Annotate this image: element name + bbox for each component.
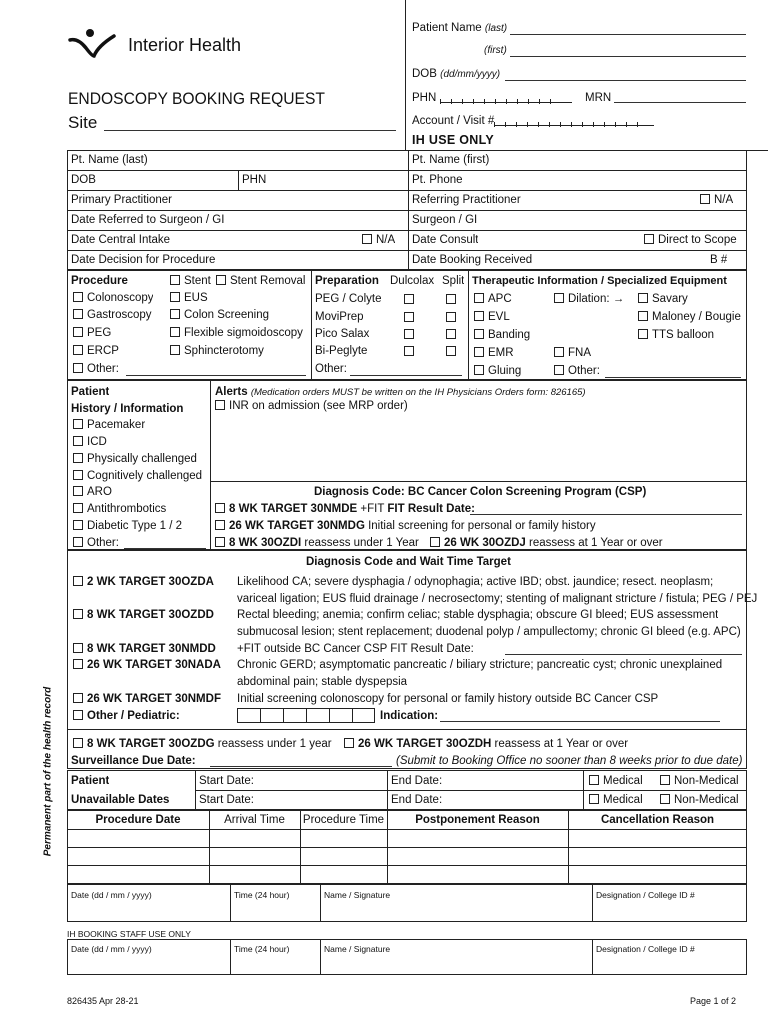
therapeutic-other-field[interactable] (605, 377, 741, 378)
csp-30ozdi-checkbox[interactable]: 8 WK 30OZDI reassess under 1 Year (215, 536, 419, 550)
csp-30ozdj-checkbox[interactable]: 26 WK 30OZDJ reassess at 1 Year or over (430, 536, 663, 550)
alerts-heading: Alerts (Medication orders MUST be written on the IH Physicians Orders form: 826165) (215, 386, 586, 398)
csp-title: Diagnosis Code: BC Cancer Colon Screening Program (CSP) (314, 486, 647, 498)
gastroscopy-checkbox[interactable]: Gastroscopy (73, 308, 152, 322)
staff-use-label: IH BOOKING STAFF USE ONLY (67, 929, 191, 939)
savary-checkbox[interactable]: Savary (638, 292, 688, 306)
procedure-other-field[interactable] (126, 375, 306, 376)
csp-30nmde-checkbox[interactable]: 8 WK TARGET 30NMDE +FIT FIT Result Date: (215, 502, 475, 516)
gluing-checkbox[interactable]: Gluing (474, 364, 521, 378)
sig2-time[interactable]: Time (24 hour) (234, 944, 290, 954)
preparation-title: Preparation (315, 275, 379, 287)
unavailable-title-2: Unavailable Dates (71, 794, 170, 806)
sig2-name[interactable]: Name / Signature (324, 944, 391, 954)
unavail-start-1[interactable]: Start Date: (199, 775, 254, 787)
unavail-nonmedical-1[interactable]: Non-Medical (660, 774, 739, 788)
history-other-field[interactable] (124, 548, 206, 549)
pt-name-first[interactable]: Pt. Name (first) (412, 154, 490, 166)
eus-checkbox[interactable]: EUS (170, 291, 208, 305)
prep-pico-salax: Pico Salax (315, 328, 370, 340)
unavailable-title-1: Patient (71, 775, 110, 787)
interior-health-logo-icon (68, 26, 118, 62)
dilation-checkbox[interactable]: Dilation: → (554, 292, 624, 306)
surveillance-label: Surveillance Due Date: (71, 755, 196, 767)
schedule-header-arrival-time: Arrival Time (224, 814, 285, 826)
phn-header-field[interactable] (440, 93, 572, 103)
central-intake-na-checkbox[interactable]: N/A (362, 233, 395, 247)
procedure-other-checkbox[interactable]: Other: (73, 362, 119, 376)
form-title: ENDOSCOPY BOOKING REQUEST (68, 89, 325, 108)
ercp-checkbox[interactable]: ERCP (73, 344, 119, 358)
wait-30nada-checkbox[interactable]: 26 WK TARGET 30NADA (73, 658, 221, 672)
sig1-date[interactable]: Date (dd / mm / yyyy) (71, 890, 152, 900)
reassess-30ozdh-checkbox[interactable]: 26 WK TARGET 30OZDH reassess at 1 Year or over (344, 737, 628, 751)
submit-note: (Submit to Booking Office no sooner than 8 weeks prior to due date) (396, 755, 743, 767)
reassess-30ozdg-checkbox[interactable]: 8 WK TARGET 30OZDG reassess under 1 year (73, 737, 332, 751)
prep-checkboxes[interactable] (404, 294, 464, 362)
schedule-header-postponement: Postponement Reason (415, 814, 540, 826)
unavail-end-1[interactable]: End Date: (391, 775, 443, 787)
patient-first-field[interactable] (510, 56, 746, 57)
wait-30ozdd-checkbox[interactable]: 8 WK TARGET 30OZDD (73, 608, 214, 622)
phn-header-label: PHN (412, 92, 437, 104)
peg-checkbox[interactable]: PEG (73, 326, 111, 340)
mrn-header-label: MRN (585, 92, 612, 104)
unavail-nonmedical-2[interactable]: Non-Medical (660, 793, 739, 807)
sig2-designation[interactable]: Designation / College ID # (596, 944, 695, 954)
sphincterotomy-checkbox[interactable]: Sphincterotomy (170, 344, 264, 358)
evl-checkbox[interactable]: EVL (474, 310, 510, 324)
pt-phone[interactable]: Pt. Phone (412, 174, 463, 186)
split-label: Split (442, 275, 465, 287)
direct-to-scope-checkbox[interactable]: Direct to Scope (644, 233, 737, 247)
patient-name-label: Patient Name (last) (412, 22, 508, 34)
surveillance-field[interactable] (210, 766, 392, 767)
procedure-title: Procedure (71, 275, 128, 287)
date-booking-received[interactable]: Date Booking Received (412, 254, 533, 266)
dob-header-field[interactable] (505, 80, 746, 81)
referring-practitioner[interactable]: Referring Practitioner (412, 194, 521, 206)
sig1-name[interactable]: Name / Signature (324, 890, 391, 900)
prep-moviprep: MoviPrep (315, 311, 364, 323)
wait-fit-date-field[interactable] (505, 654, 742, 655)
wait-30ozda-checkbox[interactable]: 2 WK TARGET 30OZDA (73, 575, 214, 589)
org-logo (68, 26, 118, 62)
sig1-time[interactable]: Time (24 hour) (234, 890, 290, 900)
indication-label: Indication: (380, 710, 439, 722)
unavail-start-2[interactable]: Start Date: (199, 794, 254, 806)
schedule-header-procedure-date: Procedure Date (95, 814, 181, 826)
wait-30nmdf-checkbox[interactable]: 26 WK TARGET 30NMDF (73, 692, 221, 706)
site-field[interactable] (104, 130, 396, 131)
unavail-medical-2[interactable]: Medical (589, 793, 643, 807)
pediatric-code-boxes[interactable] (237, 708, 375, 723)
colon-screening-checkbox[interactable]: Colon Screening (170, 308, 269, 322)
icd-checkbox[interactable]: ICD (73, 435, 107, 449)
primary-practitioner[interactable]: Primary Practitioner (71, 194, 172, 206)
first-label: (first) (484, 45, 507, 56)
history-title-1: Patient (71, 386, 110, 398)
aro-checkbox[interactable]: ARO (73, 485, 112, 499)
wait-30nmdf-line1: Initial screening colonoscopy for personal or family history outside BC Cancer CSP (237, 693, 659, 705)
pacemaker-checkbox[interactable]: Pacemaker (73, 418, 145, 432)
history-title-2: History / Information (71, 403, 184, 415)
ih-use-only: IH USE ONLY (412, 133, 495, 147)
therapeutic-other-checkbox[interactable]: Other: (554, 364, 600, 378)
indication-field[interactable] (440, 721, 720, 722)
site-label: Site (68, 113, 98, 132)
prep-other-field[interactable] (350, 375, 462, 376)
account-header-label: Account / Visit # (412, 115, 495, 127)
account-header-field[interactable] (494, 116, 654, 126)
prep-bi-peglyte: Bi-Peglyte (315, 345, 368, 357)
form-code: 826435 Apr 28-21 (67, 996, 139, 1006)
schedule-header-procedure-time: Procedure Time (302, 814, 385, 826)
date-referred[interactable]: Date Referred to Surgeon / GI (71, 214, 225, 226)
side-record-text: Permanent part of the health record (42, 686, 54, 857)
maloney-checkbox[interactable]: Maloney / Bougie (638, 310, 741, 324)
unavail-end-2[interactable]: End Date: (391, 794, 443, 806)
dulcolax-label: Dulcolax (390, 275, 435, 287)
inr-checkbox[interactable]: INR on admission (see MRP order) (215, 399, 408, 413)
org-name: Interior Health (128, 35, 242, 55)
wait-30ozda-line2: variceal ligation; EUS fluid drainage / necrosectomy; stenting of malignant stricture / fistula; PEG / PEJ (237, 593, 758, 605)
stent-removal-checkbox[interactable]: Stent Removal (216, 274, 305, 288)
date-decision[interactable]: Date Decision for Procedure (71, 254, 216, 266)
other-pediatric-checkbox[interactable]: Other / Pediatric: (73, 709, 180, 723)
antithrombotics-checkbox[interactable]: Antithrombotics (73, 502, 166, 516)
schedule-header-cancellation: Cancellation Reason (600, 814, 715, 826)
date-consult[interactable]: Date Consult (412, 234, 479, 246)
page-number: Page 1 of 2 (690, 996, 737, 1006)
apc-checkbox[interactable]: APC (474, 292, 512, 306)
pt-name-last[interactable]: Pt. Name (last) (71, 154, 148, 166)
b-number[interactable]: B # (710, 254, 728, 266)
referring-na-checkbox[interactable]: N/A (700, 193, 733, 207)
phn-field[interactable]: PHN (242, 174, 267, 186)
prep-other-label: Other: (315, 363, 347, 375)
wait-30nada-line1: Chronic GERD; asymptomatic pancreatic / biliary stricture; pancreatic cyst; chronic unexplained (237, 659, 723, 671)
physically-challenged-checkbox[interactable]: Physically challenged (73, 452, 197, 466)
dob-field[interactable]: DOB (71, 174, 96, 186)
colonoscopy-checkbox[interactable]: Colonoscopy (73, 291, 153, 305)
wait-30ozda-line1: Likelihood CA; severe dysphagia / odynophagia; active IBD; obst. jaundice; resect. neoplasm; (237, 576, 714, 588)
wait-30nmdd-line1: +FIT outside BC Cancer CSP FIT Result Date: (237, 643, 474, 655)
sig2-date[interactable]: Date (dd / mm / yyyy) (71, 944, 152, 954)
prep-peg-colyte: PEG / Colyte (315, 293, 382, 305)
banding-checkbox[interactable]: Banding (474, 328, 530, 342)
patient-last-field[interactable] (510, 34, 746, 35)
cognitively-challenged-checkbox[interactable]: Cognitively challenged (73, 469, 202, 483)
wait-title: Diagnosis Code and Wait Time Target (306, 556, 511, 568)
unavail-medical-1[interactable]: Medical (589, 774, 643, 788)
surgeon-gi[interactable]: Surgeon / GI (412, 214, 478, 226)
wait-30ozdd-line2: submucosal lesion; stent replacement; duodenal polyp / ampullectomy; chronic GI bleed (e.g. APC) (237, 626, 741, 638)
wait-30nada-line2: abdominal pain; stable dyspepsia (237, 676, 408, 688)
emr-checkbox[interactable]: EMR (474, 346, 514, 360)
flex-sig-checkbox[interactable]: Flexible sigmoidoscopy (170, 326, 303, 340)
therapeutic-title: Therapeutic Information / Specialized Equipment (472, 275, 727, 287)
dob-header-label: DOB (dd/mm/yyyy) (412, 68, 501, 80)
history-other-checkbox[interactable]: Other: (73, 536, 119, 550)
tts-checkbox[interactable]: TTS balloon (638, 328, 714, 342)
date-central-intake[interactable]: Date Central Intake (71, 234, 171, 246)
sig1-designation[interactable]: Designation / College ID # (596, 890, 695, 900)
wait-30ozdd-line1: Rectal bleeding; anemia; confirm celiac; stable dysphagia; obscure GI bleed; EUS assessment (237, 609, 719, 621)
stent-checkbox[interactable]: Stent (170, 274, 211, 288)
fna-checkbox[interactable]: FNA (554, 346, 591, 360)
mrn-header-field[interactable] (614, 102, 746, 103)
csp-30nmdg-checkbox[interactable]: 26 WK TARGET 30NMDG Initial screening for personal or family history (215, 519, 596, 533)
csp-fit-date-field[interactable] (470, 514, 742, 515)
diabetic-checkbox[interactable]: Diabetic Type 1 / 2 (73, 519, 182, 533)
wait-30nmdd-checkbox[interactable]: 8 WK TARGET 30NMDD (73, 642, 216, 656)
